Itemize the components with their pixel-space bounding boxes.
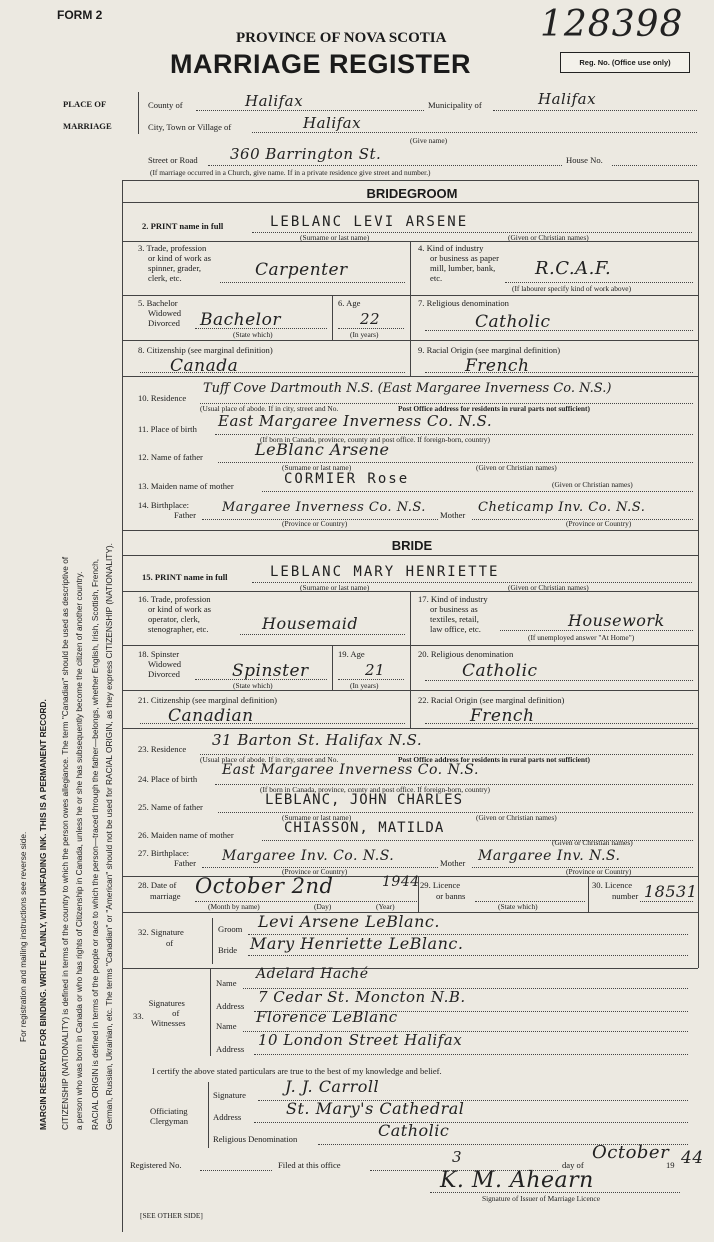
groom-father-surname-note: (Surname or last name) xyxy=(282,463,352,472)
year-prefix: 19 xyxy=(666,1160,675,1170)
bride-name-label: 15. PRINT name in full xyxy=(142,572,228,582)
bride-residence-value: 31 Barton St. Halifax N.S. xyxy=(212,731,423,749)
form-label: FORM 2 xyxy=(57,8,103,22)
county-value: Halifax xyxy=(245,92,304,110)
bride-residence-note-2: Post Office address for residents in rural parts not sufficient) xyxy=(398,755,590,764)
groom-mother-given-note: (Given or Christian names) xyxy=(552,480,633,489)
bride-father-given-note: (Given or Christian names) xyxy=(476,813,557,822)
groom-citizenship-label: 8. Citizenship (see marginal definition) xyxy=(138,345,273,355)
bride-sig-label: Bride xyxy=(218,945,238,955)
see-other-side: [SEE OTHER SIDE] xyxy=(140,1211,203,1220)
groom-name-value: LEBLANC LEVI ARSENE xyxy=(270,214,469,230)
street-label: Street or Road xyxy=(148,155,198,165)
bride-industry-note: (If unemployed answer "At Home") xyxy=(528,633,635,642)
bride-mother-birthplace-note: (Province or Country) xyxy=(566,867,632,876)
bride-status-label: 18. Spinster Widowed Divorced xyxy=(138,649,182,679)
bride-status-value: Spinster xyxy=(232,661,309,681)
groom-name-label: 2. PRINT name in full xyxy=(142,221,224,231)
certification-text: I certify the above stated particulars are true to the best of my knowledge and belief. xyxy=(152,1066,442,1076)
bride-racial-label: 22. Racial Origin (see marginal definition) xyxy=(418,695,565,705)
licence-banns-label-2: or banns xyxy=(436,891,466,901)
place-of-label: PLACE OF xyxy=(63,99,107,109)
filed-day-value: 3 xyxy=(452,1148,463,1166)
municipality-value: Halifax xyxy=(538,90,597,108)
bride-trade-value: Housemaid xyxy=(262,614,359,633)
street-value: 360 Barrington St. xyxy=(230,145,382,163)
bride-residence-label: 23. Residence xyxy=(138,744,187,754)
margin-instructions: For registration and mailing instructions see reverse side. xyxy=(18,831,28,1042)
year-note: (Year) xyxy=(376,902,395,911)
bride-given-note: (Given or Christian names) xyxy=(508,583,589,592)
bride-surname-note: (Surname or last name) xyxy=(300,583,370,592)
groom-trade-value: Carpenter xyxy=(255,260,348,280)
groom-status-note: (State which) xyxy=(233,330,273,339)
groom-birthplace-value: East Margaree Inverness Co. N.S. xyxy=(218,412,493,430)
bride-father-birthplace-value: Margaree Inv. Co. N.S. xyxy=(222,848,395,864)
groom-given-note: (Given or Christian names) xyxy=(508,233,589,242)
groom-father-value: LeBlanc Arsene xyxy=(255,440,390,459)
licence-banns-label-1: 29. Licence xyxy=(420,880,461,890)
groom-mother-birthplace-note: (Province or Country) xyxy=(566,519,632,528)
day-note: (Day) xyxy=(314,902,332,911)
groom-sig-label: Groom xyxy=(218,924,243,934)
w2-address-label: Address xyxy=(216,1044,245,1054)
clergy-signature: J. J. Carroll xyxy=(285,1077,380,1096)
bride-father-label: 25. Name of father xyxy=(138,802,203,812)
house-no-label: House No. xyxy=(566,155,603,165)
licence-banns-note: (State which) xyxy=(498,902,538,911)
groom-parent-birthplace-label: 14. Birthplace: xyxy=(138,500,190,510)
bride-father-value: LEBLANC, JOHN CHARLES xyxy=(265,792,464,808)
bride-residence-note-1: (Usual place of abode. If in city, street and No. xyxy=(200,755,339,764)
groom-age-value: 22 xyxy=(360,310,381,328)
registration-number: 128398 xyxy=(540,4,684,45)
bride-racial-value: French xyxy=(470,706,535,726)
filed-year-value: 44 xyxy=(681,1148,704,1168)
bride-parent-birthplace-label: 27. Birthplace: xyxy=(138,848,190,858)
groom-signature: Levi Arsene LeBlanc. xyxy=(258,912,440,931)
w1-name-label: Name xyxy=(216,978,237,988)
witnesses-label: Signatures of Witnesses xyxy=(148,998,186,1028)
w2-name-label: Name xyxy=(216,1021,237,1031)
signature-label-1: 32. Signature xyxy=(138,927,184,937)
clergy-religion-label: Religious Denomination xyxy=(213,1134,298,1144)
street-note: (If marriage occurred in a Church, give name. If in a private residence give street and number.) xyxy=(150,168,431,177)
date-label-2: marriage xyxy=(150,891,181,901)
bride-age-value: 21 xyxy=(365,661,386,679)
groom-birthplace-label: 11. Place of birth xyxy=(138,424,197,434)
witnesses-number: 33. xyxy=(133,1011,144,1021)
groom-racial-label: 9. Racial Origin (see marginal definition) xyxy=(418,345,561,355)
city-value: Halifax xyxy=(303,114,362,132)
groom-industry-value: R.C.A.F. xyxy=(535,258,612,279)
margin-binding-notice: MARGIN RESERVED FOR BINDING. WRITE PLAINLY, WITH UNFADING INK. THIS IS A PERMANENT RECORD. xyxy=(38,699,48,1130)
city-label: City, Town or Village of xyxy=(148,122,232,132)
groom-father-birthplace-note: (Province or Country) xyxy=(282,519,348,528)
bride-religion-label: 20. Religious denomination xyxy=(418,649,514,659)
groom-citizenship-value: Canada xyxy=(170,356,239,376)
bride-age-label: 19. Age xyxy=(338,649,365,659)
groom-residence-note-1: (Usual place of abode. If in city, street and No. xyxy=(200,404,339,413)
w2-name-value: Florence LeBlanc xyxy=(256,1008,398,1026)
bride-citizenship-label: 21. Citizenship (see marginal definition) xyxy=(138,695,277,705)
groom-trade-label: 3. Trade, profession or kind of work as spinner, grader, clerk, etc. xyxy=(138,243,212,283)
groom-father-given-note: (Given or Christian names) xyxy=(476,463,557,472)
w1-address-value: 7 Cedar St. Moncton N.B. xyxy=(258,988,466,1006)
groom-status-label: 5. Bachelor Widowed Divorced xyxy=(138,298,182,328)
groom-religion-label: 7. Religious denomination xyxy=(418,298,509,308)
groom-age-note: (In years) xyxy=(350,330,379,339)
signature-label-2: of xyxy=(166,938,174,948)
groom-residence-label: 10. Residence xyxy=(138,393,187,403)
groom-birthplace-note: (If born in Canada, province, county and post office. If foreign-born, country) xyxy=(260,435,490,444)
bride-mother-given-note: (Given or Christian names) xyxy=(552,838,633,847)
groom-religion-value: Catholic xyxy=(475,312,551,332)
marriage-year-value: 1944 xyxy=(382,874,420,890)
bride-mother-value: CHIASSON, MATILDA xyxy=(284,820,445,836)
bride-father-birthplace-note: (Province or Country) xyxy=(282,867,348,876)
groom-father-label: 12. Name of father xyxy=(138,452,203,462)
province-heading: PROVINCE OF NOVA SCOTIA xyxy=(236,30,447,46)
groom-residence-note-2: Post Office address for residents in rural parts not sufficient) xyxy=(398,404,590,413)
filed-month-value: October xyxy=(592,1142,670,1163)
bride-status-note: (State which) xyxy=(233,681,273,690)
bride-father-surname-note: (Surname or last name) xyxy=(282,813,352,822)
clergy-address-label: Address xyxy=(213,1112,242,1122)
page-title: MARRIAGE REGISTER xyxy=(170,49,472,79)
w1-name-value: Adelard Haché xyxy=(256,966,369,982)
groom-industry-label: 4. Kind of industry or business as paper mill, lumber, bank, etc. xyxy=(418,243,499,283)
bride-mother-birthplace-value: Margaree Inv. N.S. xyxy=(478,848,621,864)
groom-age-label: 6. Age xyxy=(338,298,361,308)
bride-birthplace-label: 24. Place of birth xyxy=(138,774,198,784)
groom-residence-value: Tuff Cove Dartmouth N.S. (East Margaree Inverness Co. N.S.) xyxy=(203,381,612,396)
margin-citizenship-def-1: CITIZENSHIP (NATIONALITY) is defined in terms of the country to which the person owes allegiance. The term "Canadian" should be used as descriptive of xyxy=(60,556,70,1130)
groom-father-birthplace-label: Father xyxy=(174,510,196,520)
issuer-note: Signature of Issuer of Marriage Licence xyxy=(482,1194,600,1203)
licence-number-value: 18531 xyxy=(644,882,698,901)
issuer-signature: K. M. Ahearn xyxy=(440,1168,594,1193)
groom-mother-label: 13. Maiden name of mother xyxy=(138,481,234,491)
w2-address-value: 10 London Street Halifax xyxy=(258,1031,463,1049)
margin-racial-def-1: RACIAL ORIGIN is defined in terms of the people or race to which the person—traced through the father—belongs, whether English, Irish, Scottish, French, xyxy=(90,558,100,1130)
margin-racial-def-2: German, Russian, Ukrainian, etc. The terms "Canadian" or "American" should not be used for RACIAL ORIGIN, as they express CITIZENSHIP (NATIONALITY). xyxy=(104,543,114,1130)
registered-no-label: Registered No. xyxy=(130,1160,182,1170)
bride-trade-label: 16. Trade, profession or kind of work as operator, clerk, stenographer, etc. xyxy=(138,594,212,634)
groom-surname-note: (Surname or last name) xyxy=(300,233,370,242)
bride-industry-label: 17. Kind of industry or business as textiles, retail, law office, etc. xyxy=(418,594,488,634)
municipality-label: Municipality of xyxy=(428,100,482,110)
groom-father-birthplace-value: Margaree Inverness Co. N.S. xyxy=(222,500,426,515)
clergy-address-value: St. Mary's Cathedral xyxy=(286,1099,465,1118)
bride-signature: Mary Henriette LeBlanc. xyxy=(250,934,464,953)
bride-mother-label: 26. Maiden name of mother xyxy=(138,830,234,840)
bridegroom-heading: BRIDEGROOM xyxy=(366,186,458,201)
bride-citizenship-value: Canadian xyxy=(168,706,254,726)
bride-mother-birthplace-label: Mother xyxy=(440,858,466,868)
licence-number-label-2: number xyxy=(612,891,639,901)
clergyman-label: Officiating Clergyman xyxy=(150,1106,189,1126)
groom-status-value: Bachelor xyxy=(200,310,281,330)
bride-birthplace-note: (If born in Canada, province, county and post office. If foreign-born, country) xyxy=(260,785,490,794)
give-name-note: (Give name) xyxy=(410,136,448,145)
groom-industry-note: (If labourer specify kind of work above) xyxy=(512,284,632,293)
bride-age-note: (In years) xyxy=(350,681,379,690)
bride-father-birthplace-label: Father xyxy=(174,858,196,868)
bride-industry-value: Housework xyxy=(568,611,665,630)
w1-address-label: Address xyxy=(216,1001,245,1011)
marriage-date-value: October 2nd xyxy=(195,874,334,898)
groom-mother-birthplace-value: Cheticamp Inv. Co. N.S. xyxy=(478,500,646,515)
bride-heading: BRIDE xyxy=(391,538,433,553)
groom-mother-value: CORMIER Rose xyxy=(284,471,410,487)
clergy-religion-value: Catholic xyxy=(378,1121,450,1140)
margin-citizenship-def-2: a person who was born in Canada or who has rights of Citizenship in Canada, unless he or she has subsequently become the citizen of another country. xyxy=(74,571,84,1130)
bride-religion-value: Catholic xyxy=(462,661,538,681)
clergy-sig-label: Signature xyxy=(213,1090,246,1100)
day-of-label: day of xyxy=(562,1160,584,1170)
reg-no-box: Reg. No. (Office use only) xyxy=(560,52,690,73)
month-note: (Month by name) xyxy=(208,902,260,911)
bride-name-value: LEBLANC MARY HENRIETTE xyxy=(270,564,500,580)
date-label-1: 28. Date of xyxy=(138,880,177,890)
marriage-label: MARRIAGE xyxy=(63,121,112,131)
bride-birthplace-value: East Margaree Inverness Co. N.S. xyxy=(222,762,479,778)
filed-label: Filed at this office xyxy=(278,1160,341,1170)
county-label: County of xyxy=(148,100,183,110)
groom-mother-birthplace-label: Mother xyxy=(440,510,466,520)
licence-number-label-1: 30. Licence xyxy=(592,880,633,890)
groom-racial-value: French xyxy=(465,356,530,376)
